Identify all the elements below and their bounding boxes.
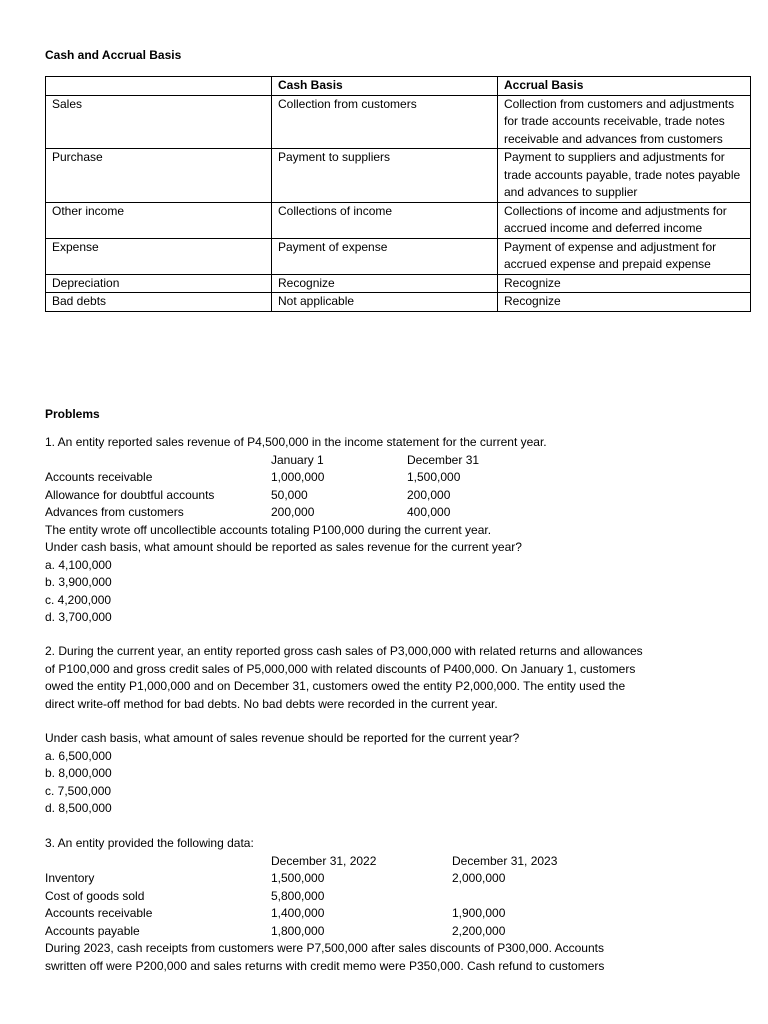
row-value-2: 200,000 <box>407 487 451 502</box>
table-row <box>45 504 547 522</box>
row-value-1: 1,500,000 <box>271 871 325 885</box>
row-cash: Recognize <box>272 274 498 293</box>
row-accrual: Collection from customers and adjustments for trade accounts receivable, trade notes receivable and advances from customers <box>498 95 751 149</box>
row-cash: Collections of income <box>272 202 498 238</box>
problem-3-column-headers <box>45 853 604 871</box>
row-value-2: 1,500,000 <box>407 470 461 484</box>
table-row <box>46 202 751 238</box>
table-row <box>45 469 547 487</box>
row-value-2: 2,200,000 <box>452 923 506 938</box>
table-row <box>45 487 547 505</box>
choice-a: a. 6,500,000 <box>45 748 112 763</box>
choice-c: c. 4,200,000 <box>45 592 112 607</box>
row-label: Accounts receivable <box>45 906 153 920</box>
table-header-item <box>46 77 272 96</box>
basis-comparison-table <box>45 76 751 312</box>
problem-1-note: The entity wrote off uncollectible accounts totaling P100,000 during the current year. <box>45 522 492 537</box>
row-value-2: 1,900,000 <box>452 906 506 920</box>
row-item: Expense <box>46 238 272 274</box>
table-row <box>46 149 751 203</box>
page-title: Cash and Accrual Basis <box>45 48 182 62</box>
table-row <box>45 905 604 923</box>
row-label: Accounts receivable <box>45 470 153 484</box>
row-value-1: 200,000 <box>271 505 315 519</box>
table-row <box>46 238 751 274</box>
choice-c: c. 7,500,000 <box>45 783 112 798</box>
row-item: Other income <box>46 202 272 238</box>
problem-1 <box>45 434 547 627</box>
row-value-1: 1,400,000 <box>271 906 325 920</box>
choice-b: b. 8,000,000 <box>45 766 112 780</box>
choice-a: a. 4,100,000 <box>45 557 112 572</box>
row-value-2: 400,000 <box>407 505 451 519</box>
problem-1-column-headers <box>45 452 547 470</box>
choice-d: d. 3,700,000 <box>45 610 112 624</box>
table-row <box>46 274 751 293</box>
problem-2-text: 2. During the current year, an entity reported gross cash sales of P3,000,000 with related returns and allowances of P100,000 and gross credit sales of P5,000,000 with related discounts of P400,000. On January 1, customers owed the entity P1,000,000 and on December 31, customers owed the entity P2,000,000. The entity used the direct write-off method for bad debts. No bad debts were recorded in the current year. <box>45 644 643 711</box>
table-header-accrual: Accrual Basis <box>498 77 751 96</box>
problems-heading: Problems <box>45 407 100 421</box>
problem-3-intro: 3. An entity provided the following data: <box>45 836 254 850</box>
row-item: Bad debts <box>46 293 272 312</box>
table-row <box>46 95 751 149</box>
problem-2-question: Under cash basis, what amount of sales revenue should be reported for the current year? <box>45 731 520 745</box>
row-cash: Payment of expense <box>272 238 498 274</box>
problem-3-text-line-2: swritten off were P200,000 and sales returns with credit memo were P350,000. Cash refund to customers <box>45 958 605 973</box>
row-accrual: Payment to suppliers and adjustments for trade accounts payable, trade notes payable and advances to supplier <box>498 149 751 203</box>
row-cash: Not applicable <box>272 293 498 312</box>
row-cash: Payment to suppliers <box>272 149 498 203</box>
row-item: Depreciation <box>46 274 272 293</box>
choice-d: d. 8,500,000 <box>45 801 112 815</box>
problem-3-col1-header: December 31, 2022 <box>271 853 377 868</box>
table-row <box>45 923 604 941</box>
row-cash: Collection from customers <box>272 95 498 149</box>
row-label: Advances from customers <box>45 505 184 519</box>
choice-b: b. 3,900,000 <box>45 575 112 589</box>
row-item: Purchase <box>46 149 272 203</box>
problem-1-question: Under cash basis, what amount should be reported as sales revenue for the current year? <box>45 540 522 554</box>
table-header-row <box>46 77 751 96</box>
row-accrual: Recognize <box>498 274 751 293</box>
problem-3 <box>45 835 604 975</box>
problem-1-col1-header: January 1 <box>271 452 324 467</box>
row-value-1: 50,000 <box>271 487 308 502</box>
problem-3-text-line-1: During 2023, cash receipts from customers were P7,500,000 after sales discounts of P300,000. Accounts <box>45 941 604 955</box>
problem-1-intro: 1. An entity reported sales revenue of P4,500,000 in the income statement for the current year. <box>45 435 547 449</box>
row-label: Inventory <box>45 871 95 885</box>
table-row <box>45 888 604 906</box>
table-header-cash: Cash Basis <box>272 77 498 96</box>
problem-3-col2-header: December 31, 2023 <box>452 853 558 868</box>
row-label: Allowance for doubtful accounts <box>45 487 215 502</box>
problem-1-col2-header: December 31 <box>407 452 480 467</box>
row-label: Accounts payable <box>45 923 140 938</box>
row-value-1: 5,800,000 <box>271 888 325 903</box>
row-accrual: Payment of expense and adjustment for accrued expense and prepaid expense <box>498 238 751 274</box>
row-value-1: 1,800,000 <box>271 923 325 938</box>
row-accrual: Collections of income and adjustments for accrued income and deferred income <box>498 202 751 238</box>
row-value-1: 1,000,000 <box>271 470 325 484</box>
row-accrual: Recognize <box>498 293 751 312</box>
row-label: Cost of goods sold <box>45 888 145 903</box>
problem-2 <box>45 730 519 818</box>
row-item: Sales <box>46 95 272 149</box>
row-value-2: 2,000,000 <box>452 871 506 885</box>
table-row <box>45 870 604 888</box>
table-row <box>46 293 751 312</box>
